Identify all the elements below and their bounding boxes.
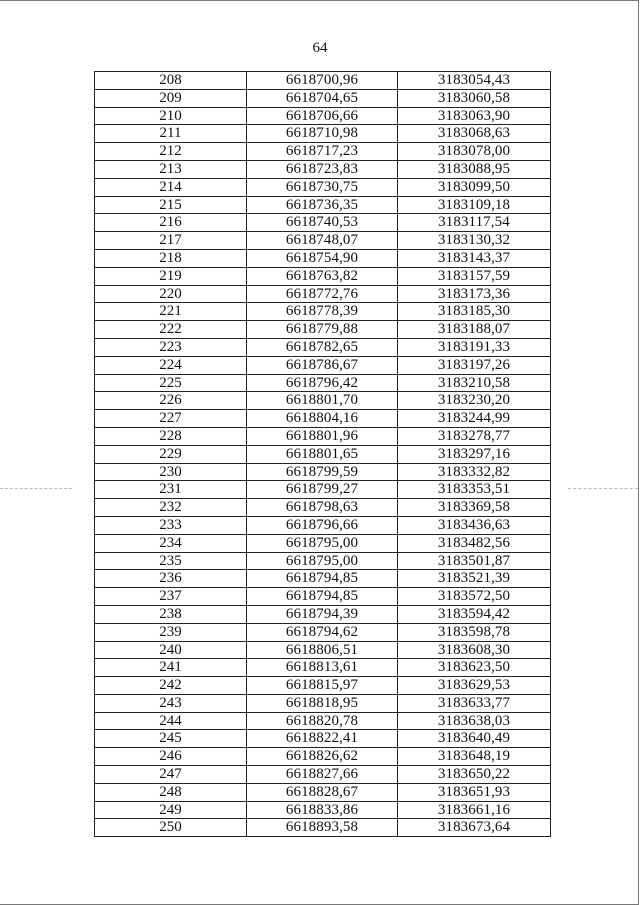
x-coordinate-cell: 6618828,67 bbox=[247, 783, 398, 801]
point-number-cell: 238 bbox=[95, 605, 247, 623]
x-coordinate-cell: 6618804,16 bbox=[247, 410, 398, 428]
table-row bbox=[95, 107, 551, 125]
x-coordinate-cell: 6618794,39 bbox=[247, 605, 398, 623]
coordinates-table-body bbox=[95, 72, 551, 837]
point-number-cell: 236 bbox=[95, 570, 247, 588]
point-number-cell: 245 bbox=[95, 730, 247, 748]
table-row bbox=[95, 285, 551, 303]
table-row bbox=[95, 427, 551, 445]
point-number-cell: 233 bbox=[95, 516, 247, 534]
y-coordinate-cell: 3183640,49 bbox=[398, 730, 551, 748]
point-number-cell: 246 bbox=[95, 748, 247, 766]
table-row bbox=[95, 196, 551, 214]
y-coordinate-cell: 3183210,58 bbox=[398, 374, 551, 392]
y-coordinate-cell: 3183594,42 bbox=[398, 605, 551, 623]
x-coordinate-cell: 6618822,41 bbox=[247, 730, 398, 748]
point-number-cell: 209 bbox=[95, 89, 247, 107]
y-coordinate-cell: 3183088,95 bbox=[398, 160, 551, 178]
table-row bbox=[95, 605, 551, 623]
y-coordinate-cell: 3183197,26 bbox=[398, 356, 551, 374]
y-coordinate-cell: 3183482,56 bbox=[398, 534, 551, 552]
y-coordinate-cell: 3183130,32 bbox=[398, 232, 551, 250]
y-coordinate-cell: 3183068,63 bbox=[398, 125, 551, 143]
y-coordinate-cell: 3183648,19 bbox=[398, 748, 551, 766]
y-coordinate-cell: 3183501,87 bbox=[398, 552, 551, 570]
table-row bbox=[95, 338, 551, 356]
point-number-cell: 218 bbox=[95, 249, 247, 267]
y-coordinate-cell: 3183629,53 bbox=[398, 677, 551, 695]
table-row bbox=[95, 552, 551, 570]
x-coordinate-cell: 6618801,70 bbox=[247, 392, 398, 410]
table-row bbox=[95, 534, 551, 552]
table-row bbox=[95, 392, 551, 410]
y-coordinate-cell: 3183063,90 bbox=[398, 107, 551, 125]
table-row bbox=[95, 72, 551, 90]
point-number-cell: 222 bbox=[95, 321, 247, 339]
x-coordinate-cell: 6618826,62 bbox=[247, 748, 398, 766]
table-row bbox=[95, 588, 551, 606]
y-coordinate-cell: 3183099,50 bbox=[398, 178, 551, 196]
y-coordinate-cell: 3183353,51 bbox=[398, 481, 551, 499]
table-row bbox=[95, 463, 551, 481]
point-number-cell: 227 bbox=[95, 410, 247, 428]
table-row bbox=[95, 125, 551, 143]
x-coordinate-cell: 6618815,97 bbox=[247, 677, 398, 695]
y-coordinate-cell: 3183054,43 bbox=[398, 72, 551, 90]
x-coordinate-cell: 6618794,85 bbox=[247, 570, 398, 588]
table-row bbox=[95, 801, 551, 819]
table-row bbox=[95, 623, 551, 641]
table-row bbox=[95, 374, 551, 392]
point-number-cell: 220 bbox=[95, 285, 247, 303]
coordinates-table bbox=[94, 71, 551, 837]
x-coordinate-cell: 6618778,39 bbox=[247, 303, 398, 321]
point-number-cell: 235 bbox=[95, 552, 247, 570]
y-coordinate-cell: 3183332,82 bbox=[398, 463, 551, 481]
x-coordinate-cell: 6618818,95 bbox=[247, 694, 398, 712]
table-row bbox=[95, 249, 551, 267]
table-row bbox=[95, 730, 551, 748]
x-coordinate-cell: 6618710,98 bbox=[247, 125, 398, 143]
y-coordinate-cell: 3183244,99 bbox=[398, 410, 551, 428]
table-row bbox=[95, 160, 551, 178]
x-coordinate-cell: 6618806,51 bbox=[247, 641, 398, 659]
point-number-cell: 211 bbox=[95, 125, 247, 143]
y-coordinate-cell: 3183230,20 bbox=[398, 392, 551, 410]
x-coordinate-cell: 6618748,07 bbox=[247, 232, 398, 250]
table-row bbox=[95, 267, 551, 285]
y-coordinate-cell: 3183191,33 bbox=[398, 338, 551, 356]
y-coordinate-cell: 3183173,36 bbox=[398, 285, 551, 303]
table-row bbox=[95, 143, 551, 161]
table-row bbox=[95, 748, 551, 766]
point-number-cell: 243 bbox=[95, 694, 247, 712]
point-number-cell: 241 bbox=[95, 659, 247, 677]
table-row bbox=[95, 303, 551, 321]
y-coordinate-cell: 3183117,54 bbox=[398, 214, 551, 232]
y-coordinate-cell: 3183521,39 bbox=[398, 570, 551, 588]
x-coordinate-cell: 6618799,59 bbox=[247, 463, 398, 481]
x-coordinate-cell: 6618813,61 bbox=[247, 659, 398, 677]
x-coordinate-cell: 6618700,96 bbox=[247, 72, 398, 90]
x-coordinate-cell: 6618723,83 bbox=[247, 160, 398, 178]
x-coordinate-cell: 6618736,35 bbox=[247, 196, 398, 214]
y-coordinate-cell: 3183661,16 bbox=[398, 801, 551, 819]
table-row bbox=[95, 232, 551, 250]
point-number-cell: 249 bbox=[95, 801, 247, 819]
point-number-cell: 226 bbox=[95, 392, 247, 410]
x-coordinate-cell: 6618740,53 bbox=[247, 214, 398, 232]
y-coordinate-cell: 3183633,77 bbox=[398, 694, 551, 712]
point-number-cell: 213 bbox=[95, 160, 247, 178]
y-coordinate-cell: 3183297,16 bbox=[398, 445, 551, 463]
table-row bbox=[95, 89, 551, 107]
y-coordinate-cell: 3183109,18 bbox=[398, 196, 551, 214]
point-number-cell: 229 bbox=[95, 445, 247, 463]
x-coordinate-cell: 6618796,66 bbox=[247, 516, 398, 534]
point-number-cell: 210 bbox=[95, 107, 247, 125]
x-coordinate-cell: 6618795,00 bbox=[247, 534, 398, 552]
table-row bbox=[95, 178, 551, 196]
point-number-cell: 214 bbox=[95, 178, 247, 196]
point-number-cell: 216 bbox=[95, 214, 247, 232]
table-row bbox=[95, 214, 551, 232]
point-number-cell: 219 bbox=[95, 267, 247, 285]
point-number-cell: 240 bbox=[95, 641, 247, 659]
point-number-cell: 230 bbox=[95, 463, 247, 481]
x-coordinate-cell: 6618772,76 bbox=[247, 285, 398, 303]
x-coordinate-cell: 6618779,88 bbox=[247, 321, 398, 339]
y-coordinate-cell: 3183598,78 bbox=[398, 623, 551, 641]
x-coordinate-cell: 6618799,27 bbox=[247, 481, 398, 499]
table-row bbox=[95, 712, 551, 730]
y-coordinate-cell: 3183188,07 bbox=[398, 321, 551, 339]
table-row bbox=[95, 659, 551, 677]
point-number-cell: 231 bbox=[95, 481, 247, 499]
x-coordinate-cell: 6618754,90 bbox=[247, 249, 398, 267]
x-coordinate-cell: 6618794,85 bbox=[247, 588, 398, 606]
x-coordinate-cell: 6618827,66 bbox=[247, 766, 398, 784]
y-coordinate-cell: 3183673,64 bbox=[398, 819, 551, 837]
table-row bbox=[95, 410, 551, 428]
table-row bbox=[95, 570, 551, 588]
table-row bbox=[95, 694, 551, 712]
point-number-cell: 223 bbox=[95, 338, 247, 356]
y-coordinate-cell: 3183572,50 bbox=[398, 588, 551, 606]
table-row bbox=[95, 516, 551, 534]
point-number-cell: 221 bbox=[95, 303, 247, 321]
point-number-cell: 250 bbox=[95, 819, 247, 837]
table-row bbox=[95, 783, 551, 801]
table-row bbox=[95, 641, 551, 659]
y-coordinate-cell: 3183157,59 bbox=[398, 267, 551, 285]
point-number-cell: 247 bbox=[95, 766, 247, 784]
table-row bbox=[95, 445, 551, 463]
x-coordinate-cell: 6618730,75 bbox=[247, 178, 398, 196]
y-coordinate-cell: 3183608,30 bbox=[398, 641, 551, 659]
x-coordinate-cell: 6618820,78 bbox=[247, 712, 398, 730]
y-coordinate-cell: 3183651,93 bbox=[398, 783, 551, 801]
x-coordinate-cell: 6618763,82 bbox=[247, 267, 398, 285]
y-coordinate-cell: 3183185,30 bbox=[398, 303, 551, 321]
table-row bbox=[95, 819, 551, 837]
x-coordinate-cell: 6618801,96 bbox=[247, 427, 398, 445]
point-number-cell: 225 bbox=[95, 374, 247, 392]
table-row bbox=[95, 481, 551, 499]
x-coordinate-cell: 6618833,86 bbox=[247, 801, 398, 819]
y-coordinate-cell: 3183060,58 bbox=[398, 89, 551, 107]
table-row bbox=[95, 499, 551, 517]
point-number-cell: 208 bbox=[95, 72, 247, 90]
y-coordinate-cell: 3183436,63 bbox=[398, 516, 551, 534]
table-row bbox=[95, 356, 551, 374]
point-number-cell: 242 bbox=[95, 677, 247, 695]
x-coordinate-cell: 6618796,42 bbox=[247, 374, 398, 392]
x-coordinate-cell: 6618798,63 bbox=[247, 499, 398, 517]
table-row bbox=[95, 321, 551, 339]
x-coordinate-cell: 6618893,58 bbox=[247, 819, 398, 837]
x-coordinate-cell: 6618706,66 bbox=[247, 107, 398, 125]
x-coordinate-cell: 6618786,67 bbox=[247, 356, 398, 374]
point-number-cell: 232 bbox=[95, 499, 247, 517]
y-coordinate-cell: 3183623,50 bbox=[398, 659, 551, 677]
y-coordinate-cell: 3183638,03 bbox=[398, 712, 551, 730]
y-coordinate-cell: 3183078,00 bbox=[398, 143, 551, 161]
point-number-cell: 224 bbox=[95, 356, 247, 374]
point-number-cell: 217 bbox=[95, 232, 247, 250]
x-coordinate-cell: 6618795,00 bbox=[247, 552, 398, 570]
page-number: 64 bbox=[312, 40, 328, 56]
x-coordinate-cell: 6618782,65 bbox=[247, 338, 398, 356]
x-coordinate-cell: 6618717,23 bbox=[247, 143, 398, 161]
point-number-cell: 215 bbox=[95, 196, 247, 214]
x-coordinate-cell: 6618801,65 bbox=[247, 445, 398, 463]
x-coordinate-cell: 6618704,65 bbox=[247, 89, 398, 107]
point-number-cell: 228 bbox=[95, 427, 247, 445]
point-number-cell: 248 bbox=[95, 783, 247, 801]
y-coordinate-cell: 3183143,37 bbox=[398, 249, 551, 267]
y-coordinate-cell: 3183650,22 bbox=[398, 766, 551, 784]
fold-mark-left bbox=[0, 488, 72, 490]
point-number-cell: 234 bbox=[95, 534, 247, 552]
x-coordinate-cell: 6618794,62 bbox=[247, 623, 398, 641]
y-coordinate-cell: 3183369,58 bbox=[398, 499, 551, 517]
point-number-cell: 239 bbox=[95, 623, 247, 641]
table-row bbox=[95, 766, 551, 784]
point-number-cell: 212 bbox=[95, 143, 247, 161]
fold-mark-right bbox=[568, 488, 638, 490]
y-coordinate-cell: 3183278,77 bbox=[398, 427, 551, 445]
point-number-cell: 244 bbox=[95, 712, 247, 730]
table-row bbox=[95, 677, 551, 695]
point-number-cell: 237 bbox=[95, 588, 247, 606]
